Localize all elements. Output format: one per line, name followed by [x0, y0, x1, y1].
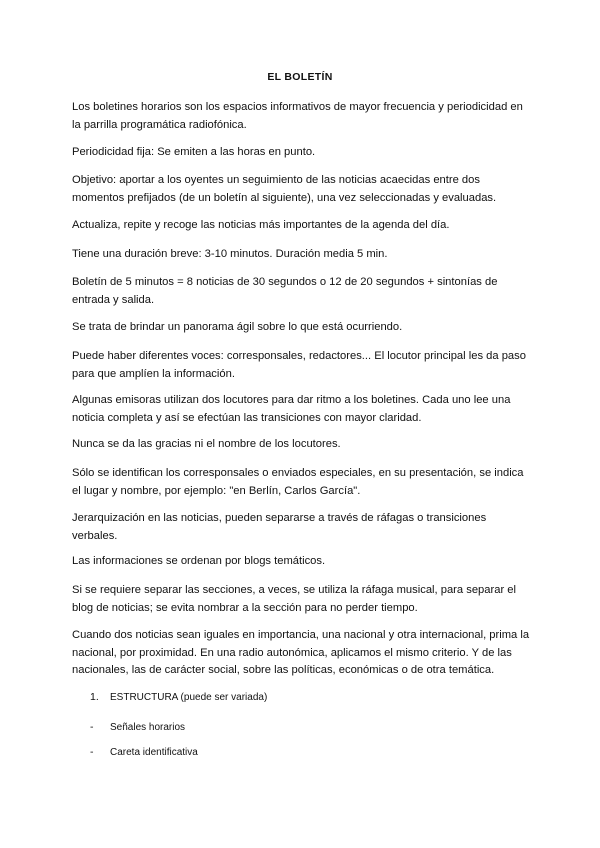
- paragraph-boletin-5-min: Boletín de 5 minutos = 8 noticias de 30 segundos o 12 de 20 segundos + sintonías de entrada y salida.: [72, 276, 498, 306]
- dash-list-item: [72, 720, 532, 735]
- paragraph-voces: Puede haber diferentes voces: corresponsales, redactores... El locutor principal les da paso para que amplíen la información.: [72, 350, 526, 380]
- paragraph-jerarquizacion: Jerarquización en las noticias, pueden separarse a través de ráfagas o transiciones verbales.: [72, 512, 487, 542]
- paragraph-dos-locutores: Algunas emisoras utilizan dos locutores para dar ritmo a los boletines. Cada uno lee una noticia completa y así se efectúan las transiciones con mayor claridad.: [72, 394, 511, 424]
- list-item-text: Señales horarios: [110, 722, 186, 733]
- list-item-text: Careta identificativa: [110, 747, 198, 758]
- paragraph-nunca-gracias: Nunca se da las gracias ni el nombre de los locutores.: [72, 438, 341, 450]
- paragraph-separar-secciones: Si se requiere separar las secciones, a veces, se utiliza la ráfaga musical, para separar el blog de noticias; se evita nombrar a la sección para no perder tiempo.: [72, 584, 516, 614]
- list-number: 1.: [90, 691, 99, 703]
- paragraph-intro: Los boletines horarios son los espacios informativos de mayor frecuencia y periodicidad en la parrilla programática radiofónica.: [72, 101, 523, 131]
- list-item-text: ESTRUCTURA (puede ser variada): [110, 692, 268, 703]
- paragraph-objetivo: Objetivo: aportar a los oyentes un seguimiento de las noticias acaecidas entre dos momentos prefijados (de un boletín al siguiente), una vez seleccionadas y evaluadas.: [72, 174, 497, 204]
- paragraph-periodicidad: Periodicidad fija: Se emiten a las horas en punto.: [72, 146, 316, 158]
- list-dash-marker: -: [90, 721, 94, 733]
- paragraph-blogs-tematicos: Las informaciones se ordenan por blogs temáticos.: [72, 555, 326, 567]
- numbered-list-item: [72, 690, 532, 705]
- paragraph-panorama: Se trata de brindar un panorama ágil sobre lo que está ocurriendo.: [72, 321, 403, 333]
- paragraph-corresponsales: Sólo se identifican los corresponsales o enviados especiales, en su presentación, se indica el lugar y nombre, por ejemplo: "en Berlín, Carlos García".: [72, 467, 524, 497]
- document-title: EL BOLETÍN: [267, 71, 333, 83]
- paragraph-duracion: Tiene una duración breve: 3-10 minutos. Duración media 5 min.: [72, 248, 388, 260]
- paragraph-prioridad-nacional: Cuando dos noticias sean iguales en importancia, una nacional y otra internacional, prima la nacional, por proximidad. En una radio autonómica, aplicamos el mismo criterio. Y de las nacionales, las de carácter social, sobre las políticas, económicas o de otra temática.: [72, 629, 530, 676]
- dash-list-item: [72, 745, 532, 760]
- paragraph-actualiza: Actualiza, repite y recoge las noticias más importantes de la agenda del día.: [72, 219, 450, 231]
- list-dash-marker: -: [90, 746, 94, 758]
